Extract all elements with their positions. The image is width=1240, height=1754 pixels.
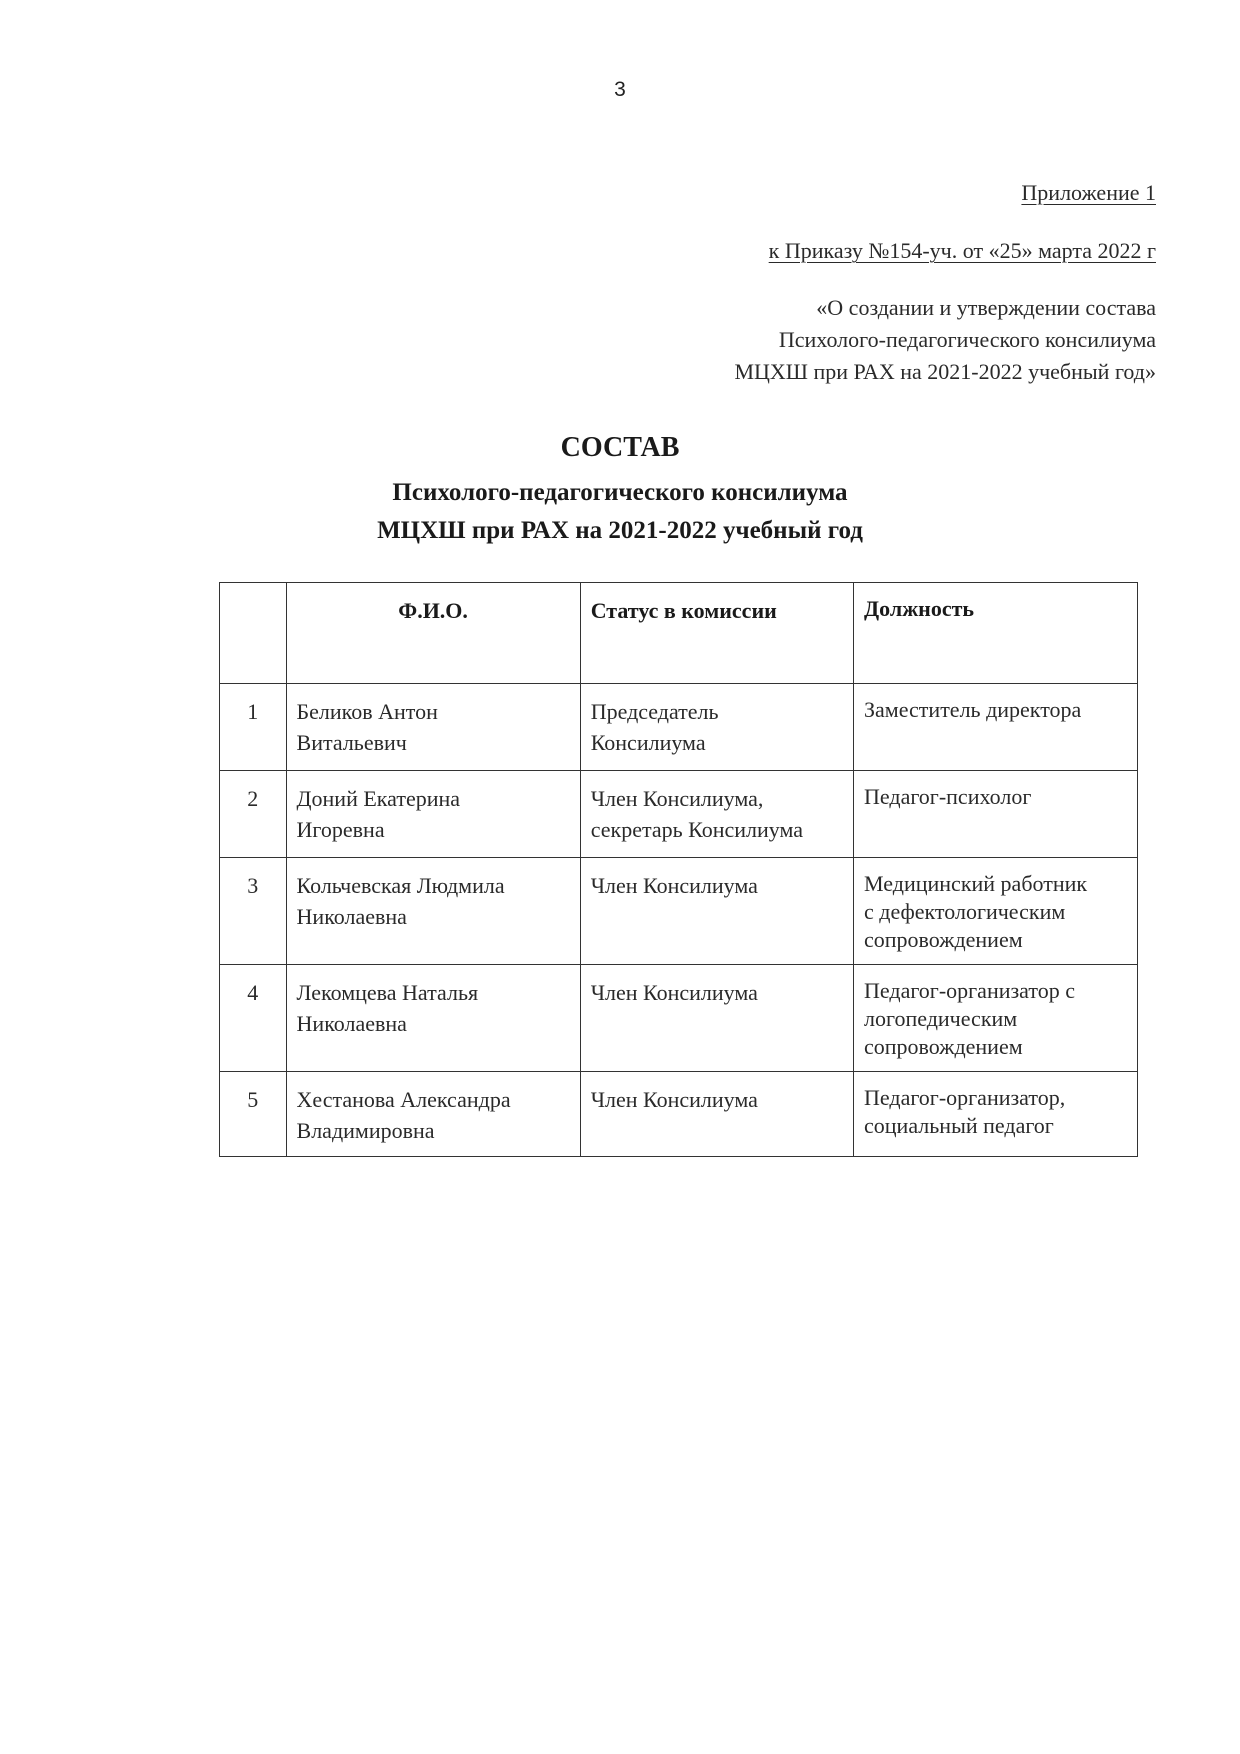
row-number: 4 <box>220 965 287 1072</box>
order-name-line: Психолого-педагогического консилиума <box>778 327 1156 352</box>
member-position <box>854 684 1138 771</box>
order-reference: к Приказу №154-уч. от «25» марта 2022 г <box>768 238 1156 263</box>
subtitle-line: МЦХШ при РАХ на 2021-2022 учебный год <box>377 517 863 544</box>
member-position <box>854 965 1138 1072</box>
header-number <box>220 583 287 684</box>
member-status <box>580 965 853 1072</box>
member-position-line: Педагог-организатор с <box>864 978 1075 1003</box>
member-position <box>854 771 1138 858</box>
member-status <box>580 858 853 965</box>
table-row <box>220 965 1138 1072</box>
member-name-line: Беликов Антон <box>296 699 438 724</box>
member-status-line: Председатель <box>590 699 719 724</box>
table-row <box>220 858 1138 965</box>
member-status-line: Член Консилиума <box>590 873 758 898</box>
row-number: 1 <box>220 684 287 771</box>
order-name-line: МЦХШ при РАХ на 2021-2022 учебный год» <box>734 359 1156 384</box>
member-position-line: логопедическим <box>864 1006 1018 1031</box>
header-status: Статус в комиссии <box>580 583 853 684</box>
member-status-line: Член Консилиума, <box>590 786 764 811</box>
member-status <box>580 1072 853 1157</box>
member-name <box>286 965 580 1072</box>
order-name-line: «О создании и утверждении состава <box>816 295 1156 320</box>
member-position-line: сопровождением <box>864 927 1023 952</box>
member-name <box>286 684 580 771</box>
member-position-line: социальный педагог <box>864 1113 1054 1138</box>
member-name-line: Игоревна <box>296 817 385 842</box>
member-name-line: Николаевна <box>296 1011 407 1036</box>
document-subtitle <box>0 474 1240 550</box>
subtitle-line: Психолого-педагогического консилиума <box>392 479 848 506</box>
member-position-line: сопровождением <box>864 1034 1023 1059</box>
member-status-line: Консилиума <box>590 730 706 755</box>
member-name-line: Лекомцева Наталья <box>296 980 479 1005</box>
member-status-line: секретарь Консилиума <box>590 817 804 842</box>
header-full-name: Ф.И.О. <box>286 583 580 684</box>
table-body <box>220 684 1138 1157</box>
member-name-line: Владимировна <box>296 1118 435 1143</box>
member-position-line: Заместитель директора <box>864 697 1082 722</box>
member-position <box>854 858 1138 965</box>
member-name <box>286 1072 580 1157</box>
member-name-line: Николаевна <box>296 904 407 929</box>
table-header-row <box>220 583 1138 684</box>
member-name <box>286 858 580 965</box>
header-position: Должность <box>854 583 1138 684</box>
member-status <box>580 771 853 858</box>
appendix-title: Приложение 1 <box>1021 180 1156 205</box>
member-name-line: Доний Екатерина <box>296 786 461 811</box>
member-name-line: Кольчевская Людмила <box>296 873 505 898</box>
member-name <box>286 771 580 858</box>
member-position-line: Медицинский работник <box>864 871 1088 896</box>
table-row <box>220 1072 1138 1157</box>
order-name <box>734 292 1156 388</box>
commission-roster-table <box>219 582 1138 1157</box>
row-number: 5 <box>220 1072 287 1157</box>
table-row <box>220 684 1138 771</box>
member-status-line: Член Консилиума <box>590 1087 758 1112</box>
member-position-line: Педагог-организатор, <box>864 1085 1066 1110</box>
member-position <box>854 1072 1138 1157</box>
member-status <box>580 684 853 771</box>
table-row <box>220 771 1138 858</box>
row-number: 3 <box>220 858 287 965</box>
document-title: СОСТАВ <box>560 432 680 463</box>
row-number: 2 <box>220 771 287 858</box>
member-position-line: с дефектологическим <box>864 899 1066 924</box>
page-number: 3 <box>614 78 626 101</box>
member-name-line: Хестанова Александра <box>296 1087 511 1112</box>
member-name-line: Витальевич <box>296 730 407 755</box>
member-position-line: Педагог-психолог <box>864 784 1032 809</box>
member-status-line: Член Консилиума <box>590 980 758 1005</box>
